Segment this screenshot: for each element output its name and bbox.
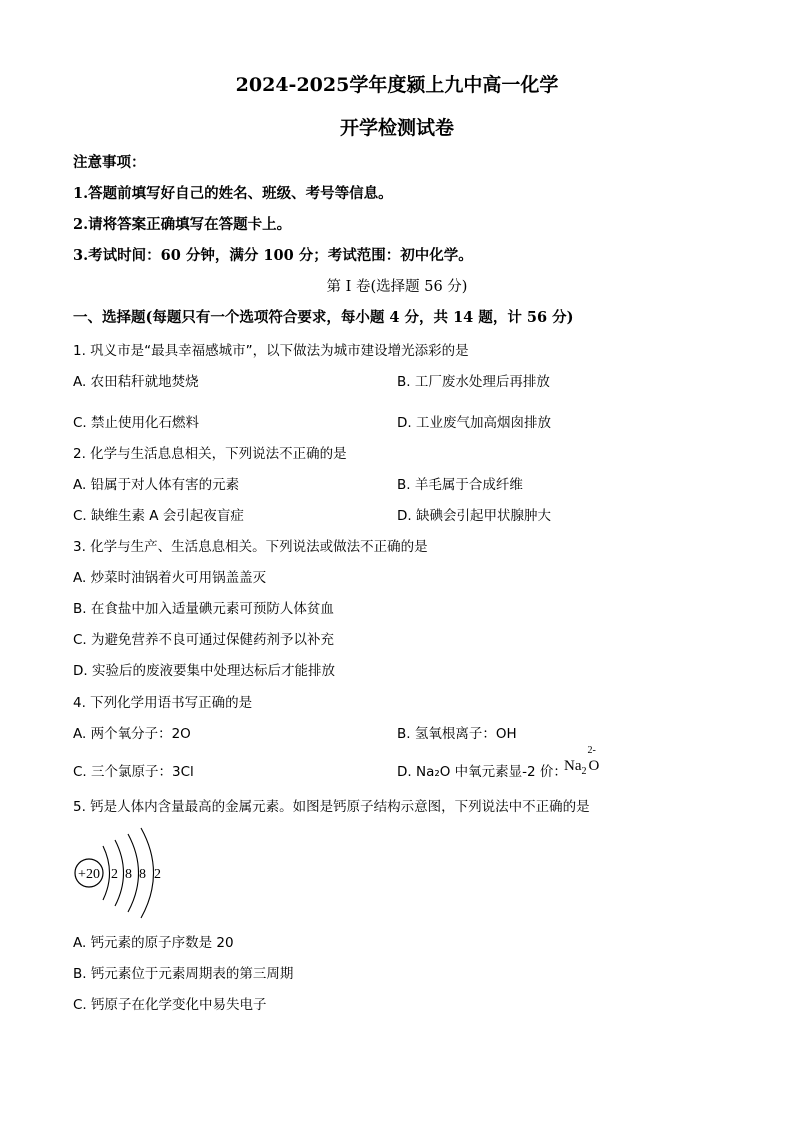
shell-4-count: 2 xyxy=(154,867,161,882)
atom-structure-diagram xyxy=(70,824,180,922)
question-3-option-a: A. 炒菜时油锅着火可用锅盖盖灭 xyxy=(73,570,267,586)
question-1-option-d: D. 工业废气加高烟囱排放 xyxy=(397,415,551,431)
part-title: 一、选择题(每题只有一个选项符合要求，每小题 4 分，共 14 题，计 56 分) xyxy=(73,309,574,326)
shell-1-count: 2 xyxy=(111,867,118,882)
question-3-option-d: D. 实验后的废液要集中处理达标后才能排放 xyxy=(73,663,335,679)
question-4-option-b: B. 氢氧根离子：OH xyxy=(397,726,517,742)
question-3-option-b: B. 在食盐中加入适量碘元素可预防人体贫血 xyxy=(73,601,334,617)
question-2-stem: 2. 化学与生活息息相关，下列说法不正确的是 xyxy=(73,446,347,462)
notice-item-1: 1.答题前填写好自己的姓名、班级、考号等信息。 xyxy=(73,185,393,202)
volume-title: 第 I 卷(选择题 56 分) xyxy=(326,279,468,295)
question-2-option-b: B. 羊毛属于合成纤维 xyxy=(397,477,523,493)
exam-subtitle: 开学检测试卷 xyxy=(339,117,454,139)
question-4-stem: 4. 下列化学用语书写正确的是 xyxy=(73,695,253,711)
question-4-option-d: D. Na₂O 中氧元素显-2 价： xyxy=(397,764,567,780)
formula-subscript: 2 xyxy=(581,766,587,777)
question-5-stem: 5. 钙是人体内含量最高的金属元素。如图是钙原子结构示意图，下列说法中不正确的是 xyxy=(73,799,590,815)
question-5-option-c: C. 钙原子在化学变化中易失电子 xyxy=(73,997,267,1013)
question-1-option-a: A. 农田秸秆就地焚烧 xyxy=(73,374,199,390)
question-1-option-c: C. 禁止使用化石燃料 xyxy=(73,415,200,431)
notice-heading: 注意事项： xyxy=(73,154,146,171)
question-5-option-a: A. 钙元素的原子序数是 20 xyxy=(73,935,234,951)
question-5-option-b: B. 钙元素位于元素周期表的第三周期 xyxy=(73,966,294,982)
formula-valence: 2- xyxy=(587,745,596,756)
exam-title: 2024-2025学年度颍上九中高一化学 xyxy=(235,74,559,96)
question-4-option-c: C. 三个氯原子：3Cl xyxy=(73,764,194,780)
question-3-stem: 3. 化学与生产、生活息息相关。下列说法或做法不正确的是 xyxy=(73,539,428,555)
question-1-option-b: B. 工厂废水处理后再排放 xyxy=(397,374,550,390)
notice-item-3: 3.考试时间：60 分钟，满分 100 分；考试范围：初中化学。 xyxy=(73,247,473,264)
shell-2-count: 8 xyxy=(125,867,132,882)
shell-3-count: 8 xyxy=(139,867,146,882)
nucleus-charge: +20 xyxy=(78,867,100,882)
valence-formula xyxy=(564,745,600,777)
question-2-option-d: D. 缺碘会引起甲状腺肿大 xyxy=(397,508,551,524)
question-1-stem: 1. 巩义市是“最具幸福感城市”，以下做法为城市建设增光添彩的是 xyxy=(73,343,469,359)
question-2-option-a: A. 铅属于对人体有害的元素 xyxy=(73,477,240,493)
formula-element: O xyxy=(588,758,600,774)
question-2-option-c: C. 缺维生素 A 会引起夜盲症 xyxy=(73,508,244,524)
electron-shell-1 xyxy=(103,846,110,900)
question-3-option-c: C. 为避免营养不良可通过保健药剂予以补充 xyxy=(73,632,335,648)
formula-base: Na xyxy=(564,758,582,774)
notice-item-2: 2.请将答案正确填写在答题卡上。 xyxy=(73,216,292,233)
question-4-option-a: A. 两个氧分子：2O xyxy=(73,726,191,742)
